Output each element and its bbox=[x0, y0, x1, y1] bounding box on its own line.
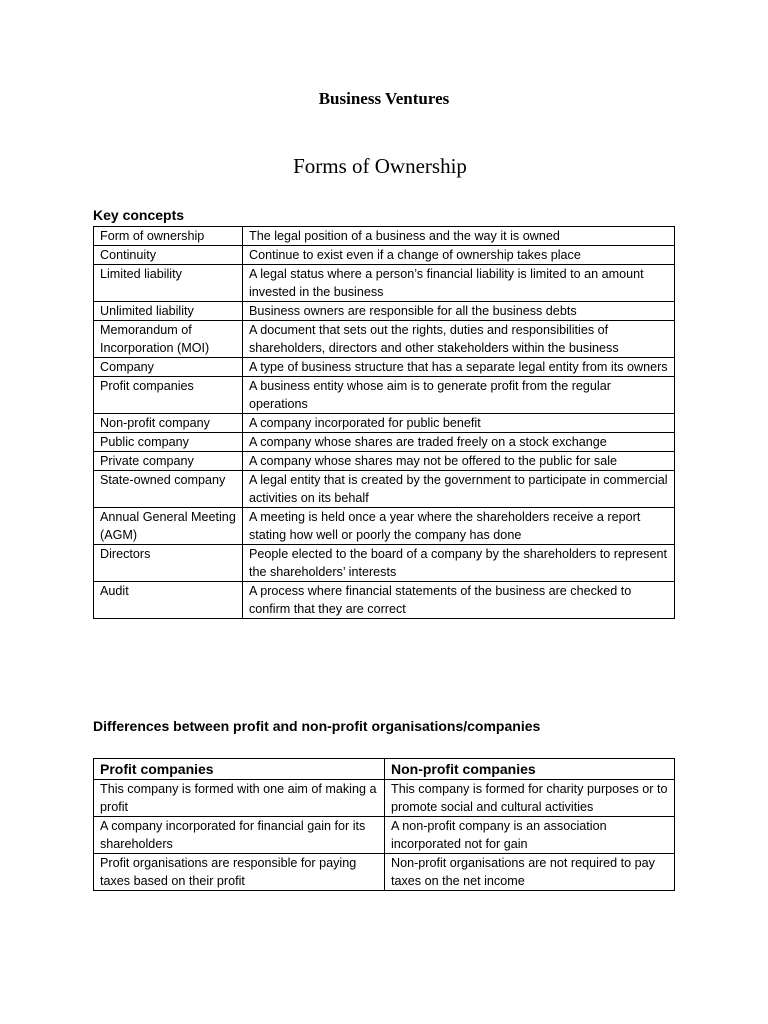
concept-definition: Business owners are responsible for all the business debts bbox=[243, 302, 675, 321]
table-row bbox=[94, 377, 675, 414]
concept-definition: A type of business structure that has a separate legal entity from its owners bbox=[243, 358, 675, 377]
profit-cell: This company is formed with one aim of making a profit bbox=[94, 780, 385, 817]
concept-term: Private company bbox=[94, 452, 243, 471]
concept-term: Non-profit company bbox=[94, 414, 243, 433]
concept-definition: The legal position of a business and the way it is owned bbox=[243, 227, 675, 246]
table-row bbox=[94, 414, 675, 433]
table-row bbox=[94, 582, 675, 619]
concept-definition: A company incorporated for public benefit bbox=[243, 414, 675, 433]
concept-definition: A legal entity that is created by the government to participate in commercial activities on its behalf bbox=[243, 471, 675, 508]
concept-definition: A legal status where a person’s financial liability is limited to an amount invested in the business bbox=[243, 265, 675, 302]
table-row bbox=[94, 817, 675, 854]
key-concepts-heading: Key concepts bbox=[93, 207, 185, 223]
document-subtitle: Forms of Ownership bbox=[293, 154, 467, 178]
concept-term: Limited liability bbox=[94, 265, 243, 302]
concept-definition: A company whose shares may not be offered to the public for sale bbox=[243, 452, 675, 471]
column-header-profit: Profit companies bbox=[94, 759, 385, 780]
table-row bbox=[94, 302, 675, 321]
table-header-row bbox=[94, 759, 675, 780]
nonprofit-cell: This company is formed for charity purposes or to promote social and cultural activities bbox=[385, 780, 675, 817]
concept-term: Continuity bbox=[94, 246, 243, 265]
concept-definition: A business entity whose aim is to generate profit from the regular operations bbox=[243, 377, 675, 414]
profit-cell: A company incorporated for financial gain for its shareholders bbox=[94, 817, 385, 854]
concept-definition: A process where financial statements of the business are checked to confirm that they are correct bbox=[243, 582, 675, 619]
table-row bbox=[94, 433, 675, 452]
concept-definition: Continue to exist even if a change of ownership takes place bbox=[243, 246, 675, 265]
concept-term: Public company bbox=[94, 433, 243, 452]
concept-term: Form of ownership bbox=[94, 227, 243, 246]
differences-table bbox=[93, 758, 675, 891]
column-header-nonprofit: Non-profit companies bbox=[385, 759, 675, 780]
concept-term: Unlimited liability bbox=[94, 302, 243, 321]
concept-term: Company bbox=[94, 358, 243, 377]
document-title: Business Ventures bbox=[318, 89, 450, 108]
table-row bbox=[94, 358, 675, 377]
key-concepts-table bbox=[93, 226, 675, 619]
table-row bbox=[94, 780, 675, 817]
table-row bbox=[94, 452, 675, 471]
table-row bbox=[94, 854, 675, 891]
table-row bbox=[94, 246, 675, 265]
nonprofit-cell: Non-profit organisations are not required to pay taxes on the net income bbox=[385, 854, 675, 891]
concept-definition: People elected to the board of a company by the shareholders to represent the shareholders’ interests bbox=[243, 545, 675, 582]
concept-term: Profit companies bbox=[94, 377, 243, 414]
table-row bbox=[94, 321, 675, 358]
differences-heading: Differences between profit and non-profit organisations/companies bbox=[93, 718, 541, 734]
table-row bbox=[94, 265, 675, 302]
profit-cell: Profit organisations are responsible for paying taxes based on their profit bbox=[94, 854, 385, 891]
table-row bbox=[94, 227, 675, 246]
concept-term: Memorandum of Incorporation (MOI) bbox=[94, 321, 243, 358]
concept-definition: A meeting is held once a year where the shareholders receive a report stating how well or poorly the company has done bbox=[243, 508, 675, 545]
concept-term: Directors bbox=[94, 545, 243, 582]
nonprofit-cell: A non-profit company is an association incorporated not for gain bbox=[385, 817, 675, 854]
concept-term: Annual General Meeting (AGM) bbox=[94, 508, 243, 545]
table-row bbox=[94, 545, 675, 582]
concept-definition: A company whose shares are traded freely on a stock exchange bbox=[243, 433, 675, 452]
concept-term: Audit bbox=[94, 582, 243, 619]
concept-term: State-owned company bbox=[94, 471, 243, 508]
table-row bbox=[94, 471, 675, 508]
concept-definition: A document that sets out the rights, duties and responsibilities of shareholders, directors and other stakeholders within the business bbox=[243, 321, 675, 358]
table-row bbox=[94, 508, 675, 545]
